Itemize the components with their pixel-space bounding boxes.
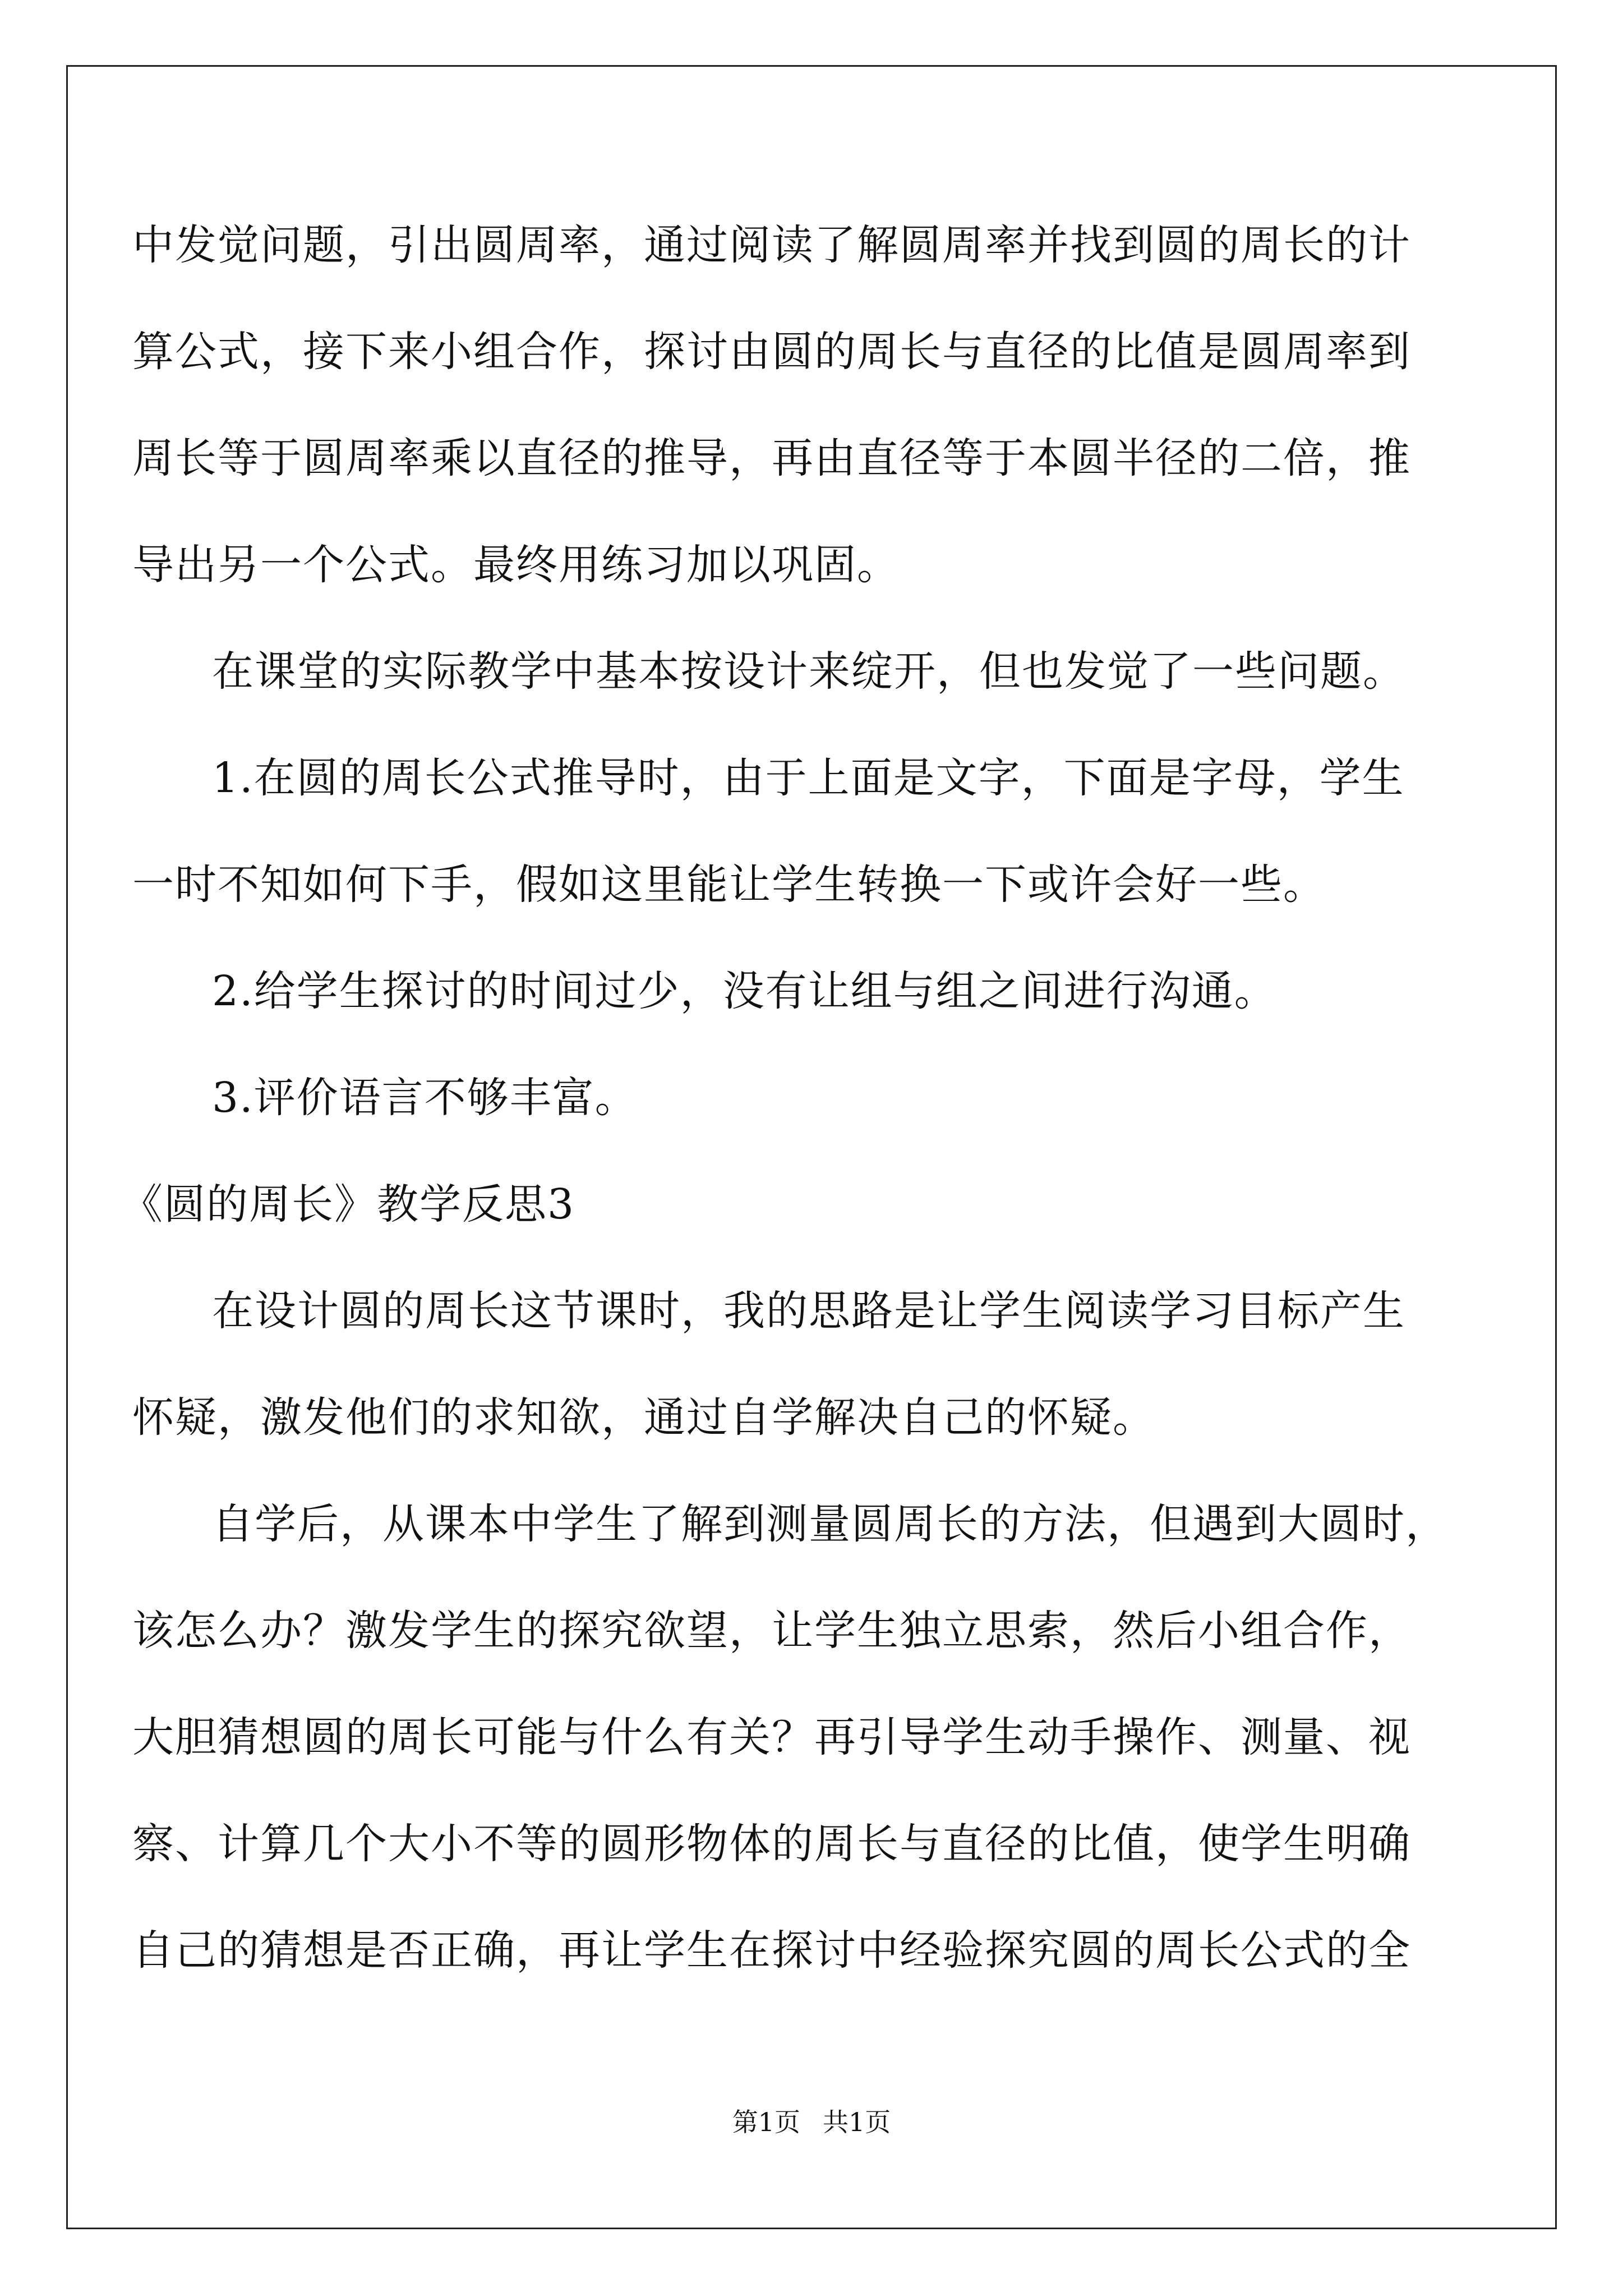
text-line: 3.评价语言不够丰富。: [212, 1074, 638, 1122]
page-footer: [0, 2109, 1623, 2135]
text-line: 察、计算几个大小不等的圆形物体的周长与直径的比值，使学生明确: [132, 1820, 1411, 1868]
text-line: 该怎么办？激发学生的探究欲望，让学生独立思索，然后小组合作，: [132, 1607, 1411, 1655]
text-line: 自学后，从课本中学生了解到测量圆周长的方法，但遇到大圆时，: [212, 1500, 1448, 1548]
text-line: 周长等于圆周率乘以直径的推导，再由直径等于本圆半径的二倍，推: [132, 434, 1411, 482]
page-number: 第1页: [732, 2107, 800, 2137]
text-line: 导出另一个公式。最终用练习加以巩固。: [132, 541, 900, 589]
text-line: 算公式，接下来小组合作，探讨由圆的周长与直径的比值是圆周率到: [132, 328, 1411, 376]
section-heading: 《圆的周长》教学反思3: [121, 1180, 575, 1228]
text-line: 中发觉问题，引出圆周率，通过阅读了解圆周率并找到圆的周长的计: [132, 221, 1411, 269]
page-total: 共1页: [823, 2107, 891, 2137]
text-line: 大胆猜想圆的周长可能与什么有关？再引导学生动手操作、测量、视: [132, 1713, 1411, 1761]
text-line: 一时不知如何下手，假如这里能让学生转换一下或许会好一些。: [132, 861, 1326, 909]
text-line: 自己的猜想是否正确，再让学生在探讨中经验探究圆的周长公式的全: [132, 1926, 1411, 1975]
text-line: 在课堂的实际教学中基本按设计来绽开，但也发觉了一些问题。: [212, 647, 1405, 696]
text-line: 2.给学生探讨的时间过少，没有让组与组之间进行沟通。: [212, 967, 1277, 1015]
text-line: 1.在圆的周长公式推导时，由于上面是文字，下面是字母，学生: [212, 754, 1405, 802]
text-line: 在设计圆的周长这节课时，我的思路是让学生阅读学习目标产生: [212, 1287, 1405, 1335]
text-line: 怀疑，激发他们的求知欲，通过自学解决自己的怀疑。: [132, 1393, 1155, 1442]
